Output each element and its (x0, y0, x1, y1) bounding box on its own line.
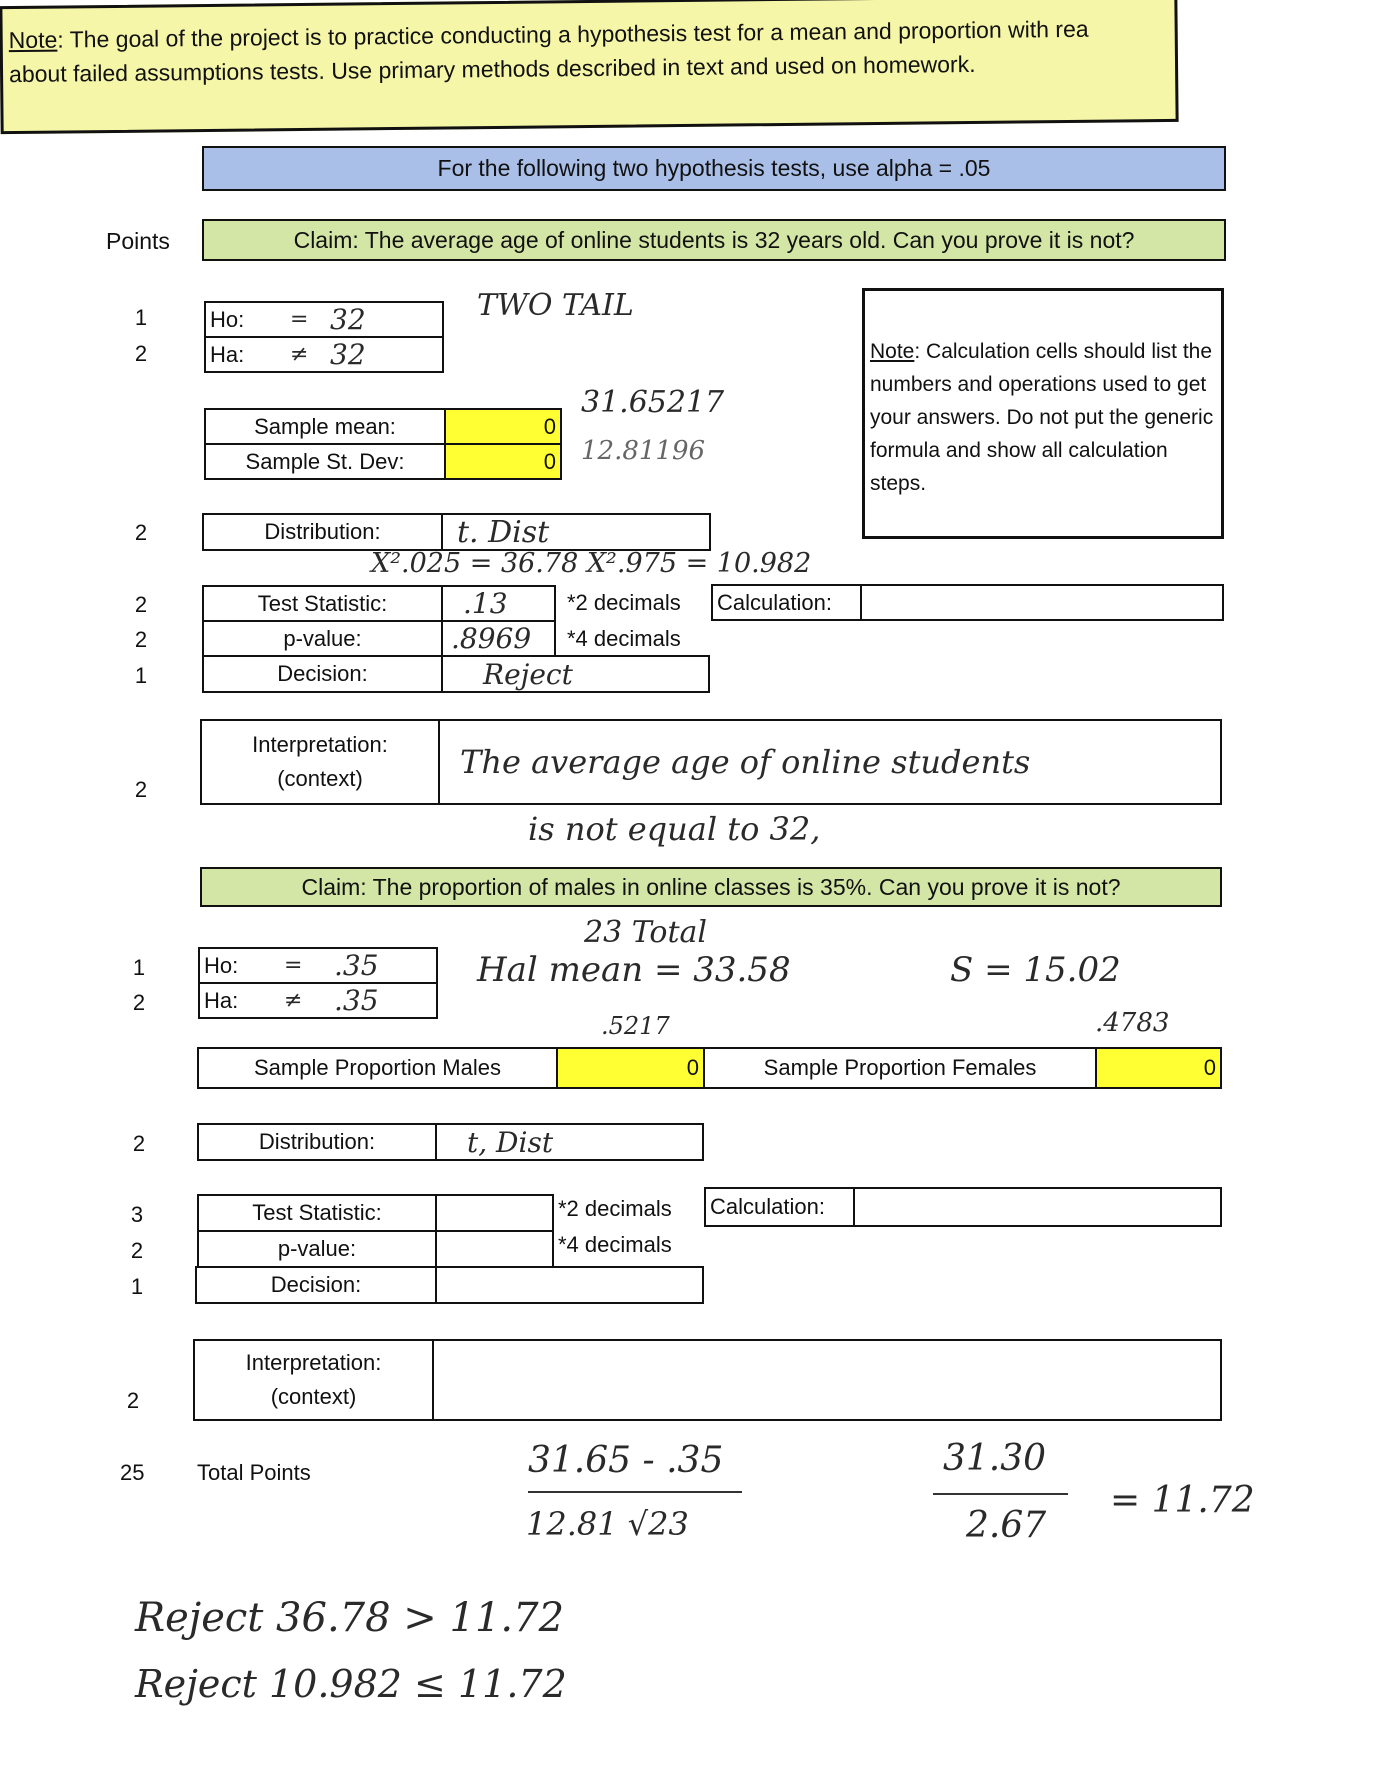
points-interpretation-1: 2 (134, 777, 148, 802)
work-denominator-2: 2.67 (966, 1505, 1047, 1546)
chi-square-note: X².025 = 36.78 X².975 = 10.982 (371, 548, 812, 579)
interpretation-label-2 (193, 1339, 434, 1421)
total-points-label: Total Points (197, 1460, 311, 1485)
decision-input-1[interactable] (441, 655, 710, 693)
total-points-value: 25 (120, 1460, 145, 1485)
test-stat-value-1: .13 (463, 587, 508, 620)
prop-males-label: Sample Proportion Males (197, 1047, 558, 1089)
ho-row-2 (198, 947, 438, 984)
ha-sign[interactable]: ≠ (290, 342, 309, 367)
tail-note: TWO TAIL (477, 288, 634, 323)
distribution-input-2[interactable] (435, 1123, 704, 1161)
ha-sign-2[interactable]: ≠ (284, 988, 303, 1013)
pvalue-label-2: p-value: (197, 1230, 437, 1268)
pvalue-label-1: p-value: (202, 620, 443, 657)
ho-value-2[interactable]: .35 (334, 949, 379, 982)
work-result: = 11.72 (1110, 1480, 1255, 1521)
prop-males-input[interactable]: 0 (556, 1047, 705, 1089)
note-text: : The goal of the project is to practice conducting a hypothesis test for a mean and proportion with rea (57, 15, 1089, 53)
ha-value-2[interactable]: .35 (334, 984, 379, 1017)
distribution-input-1[interactable] (441, 513, 711, 551)
notes-total: 23 Total (584, 915, 707, 950)
points-pvalue-2: 2 (130, 1238, 144, 1263)
interpretation-value-line1: The average age of online students (460, 743, 1031, 781)
ho-sign-2[interactable]: = (284, 953, 303, 978)
calculation-label-1: Calculation: (711, 584, 862, 621)
sample-mean-handwritten: 31.65217 (581, 385, 725, 420)
interpretation-label-1 (200, 719, 440, 805)
ho-value[interactable]: 32 (330, 303, 366, 336)
points-ho-2: 1 (132, 955, 146, 980)
notes-mean: Hal mean = 33.58 (477, 950, 791, 990)
sample-sd-input[interactable]: 0 (444, 443, 562, 480)
points-decision-2: 1 (130, 1274, 144, 1299)
decision-value-1: Reject (483, 657, 573, 691)
ha-label: Ha: (210, 341, 245, 367)
alpha-banner: For the following two hypothesis tests, use alpha = .05 (202, 146, 1226, 191)
interpretation-input-1[interactable] (438, 719, 1222, 805)
interpretation-value-line2: is not equal to 32, (528, 810, 821, 848)
test-stat-label-2: Test Statistic: (197, 1194, 437, 1232)
points-pvalue-1: 2 (134, 627, 148, 652)
points-ha-2: 2 (132, 990, 146, 1015)
distribution-label-2: Distribution: (197, 1123, 437, 1161)
points-ha-1: 2 (134, 341, 148, 366)
calculation-input-2[interactable] (853, 1187, 1222, 1227)
test-stat-hint-2: *2 decimals (558, 1196, 672, 1221)
ha-value[interactable]: 32 (330, 338, 366, 371)
calc-note-text: : Calculation cells should list the numbers and operations used to get your answers. Do not put the generic formula and show all calculation steps. (870, 340, 1214, 495)
work-numerator-1: 31.65 - .35 (528, 1440, 724, 1481)
claim-1: Claim: The average age of online students is 32 years old. Can you prove it is not? (202, 219, 1226, 261)
prop-females-label: Sample Proportion Females (703, 1047, 1097, 1089)
ho-row-1 (204, 301, 444, 338)
work-reject-line-1: Reject 36.78 > 11.72 (135, 1595, 565, 1641)
ha-row-2 (198, 982, 438, 1019)
work-numerator-2: 31.30 (943, 1438, 1047, 1479)
pvalue-input-2[interactable] (435, 1230, 554, 1268)
points-header: Points (106, 228, 170, 254)
ha-row-1 (204, 336, 444, 373)
pvalue-input-1[interactable] (441, 620, 556, 657)
points-decision-1: 1 (134, 663, 148, 688)
decision-label-2: Decision: (195, 1266, 437, 1304)
points-distribution-1: 2 (134, 520, 148, 545)
points-ho-1: 1 (134, 305, 148, 330)
note-label: Note (8, 26, 58, 54)
decision-label-1: Decision: (202, 655, 443, 693)
decision-input-2[interactable] (435, 1266, 704, 1304)
ho-sign[interactable]: = (290, 307, 309, 332)
points-test-stat-1: 2 (134, 592, 148, 617)
sample-sd-label: Sample St. Dev: (204, 443, 446, 480)
female-handwritten: .4783 (1095, 1008, 1170, 1038)
fraction-line-1 (528, 1491, 742, 1493)
points-test-stat-2: 3 (130, 1202, 144, 1227)
interp-label2-line2: (context) (270, 1384, 357, 1409)
calculation-input-1[interactable] (860, 584, 1224, 621)
distribution-value-1: t. Dist (457, 514, 550, 550)
test-stat-input-1[interactable] (441, 585, 556, 622)
notes-s: S = 15.02 (950, 950, 1121, 990)
fraction-line-2 (933, 1493, 1068, 1495)
pvalue-value-1: .8969 (451, 622, 532, 655)
ha-label-2: Ha: (204, 987, 239, 1013)
points-interpretation-2: 2 (126, 1388, 140, 1413)
test-stat-label-1: Test Statistic: (202, 585, 443, 622)
test-stat-hint-1: *2 decimals (567, 590, 681, 615)
calc-note-label: Note (870, 340, 915, 363)
distribution-value-2: t, Dist (467, 1125, 554, 1159)
interpretation-input-2[interactable] (432, 1339, 1222, 1421)
pvalue-hint-1: *4 decimals (567, 626, 681, 651)
male-handwritten: .5217 (601, 1012, 670, 1040)
calculation-label-2: Calculation: (704, 1187, 855, 1227)
work-reject-line-2: Reject 10.982 ≤ 11.72 (135, 1662, 567, 1706)
work-denominator-1: 12.81 √23 (526, 1505, 689, 1543)
prop-females-input[interactable]: 0 (1095, 1047, 1222, 1089)
sample-mean-input[interactable]: 0 (444, 408, 562, 445)
interp-label-line2: (context) (277, 766, 363, 791)
pvalue-hint-2: *4 decimals (558, 1232, 672, 1257)
ho-label-2: Ho: (204, 952, 239, 978)
test-stat-input-2[interactable] (435, 1194, 554, 1232)
sample-mean-label: Sample mean: (204, 408, 446, 445)
sample-sd-handwritten: 12.81196 (581, 436, 706, 466)
calculation-note (862, 288, 1224, 539)
interp-label-line1: Interpretation: (252, 732, 388, 757)
interp-label2-line1: Interpretation: (245, 1350, 382, 1375)
note-text-line2: about failed assumptions tests. Use primary methods described in text and used on homework. (8, 50, 976, 88)
points-distribution-2: 2 (132, 1131, 146, 1156)
distribution-label-1: Distribution: (202, 513, 443, 551)
project-note (0, 0, 1179, 134)
claim-2: Claim: The proportion of males in online classes is 35%. Can you prove it is not? (200, 867, 1222, 907)
ho-label: Ho: (210, 306, 245, 332)
